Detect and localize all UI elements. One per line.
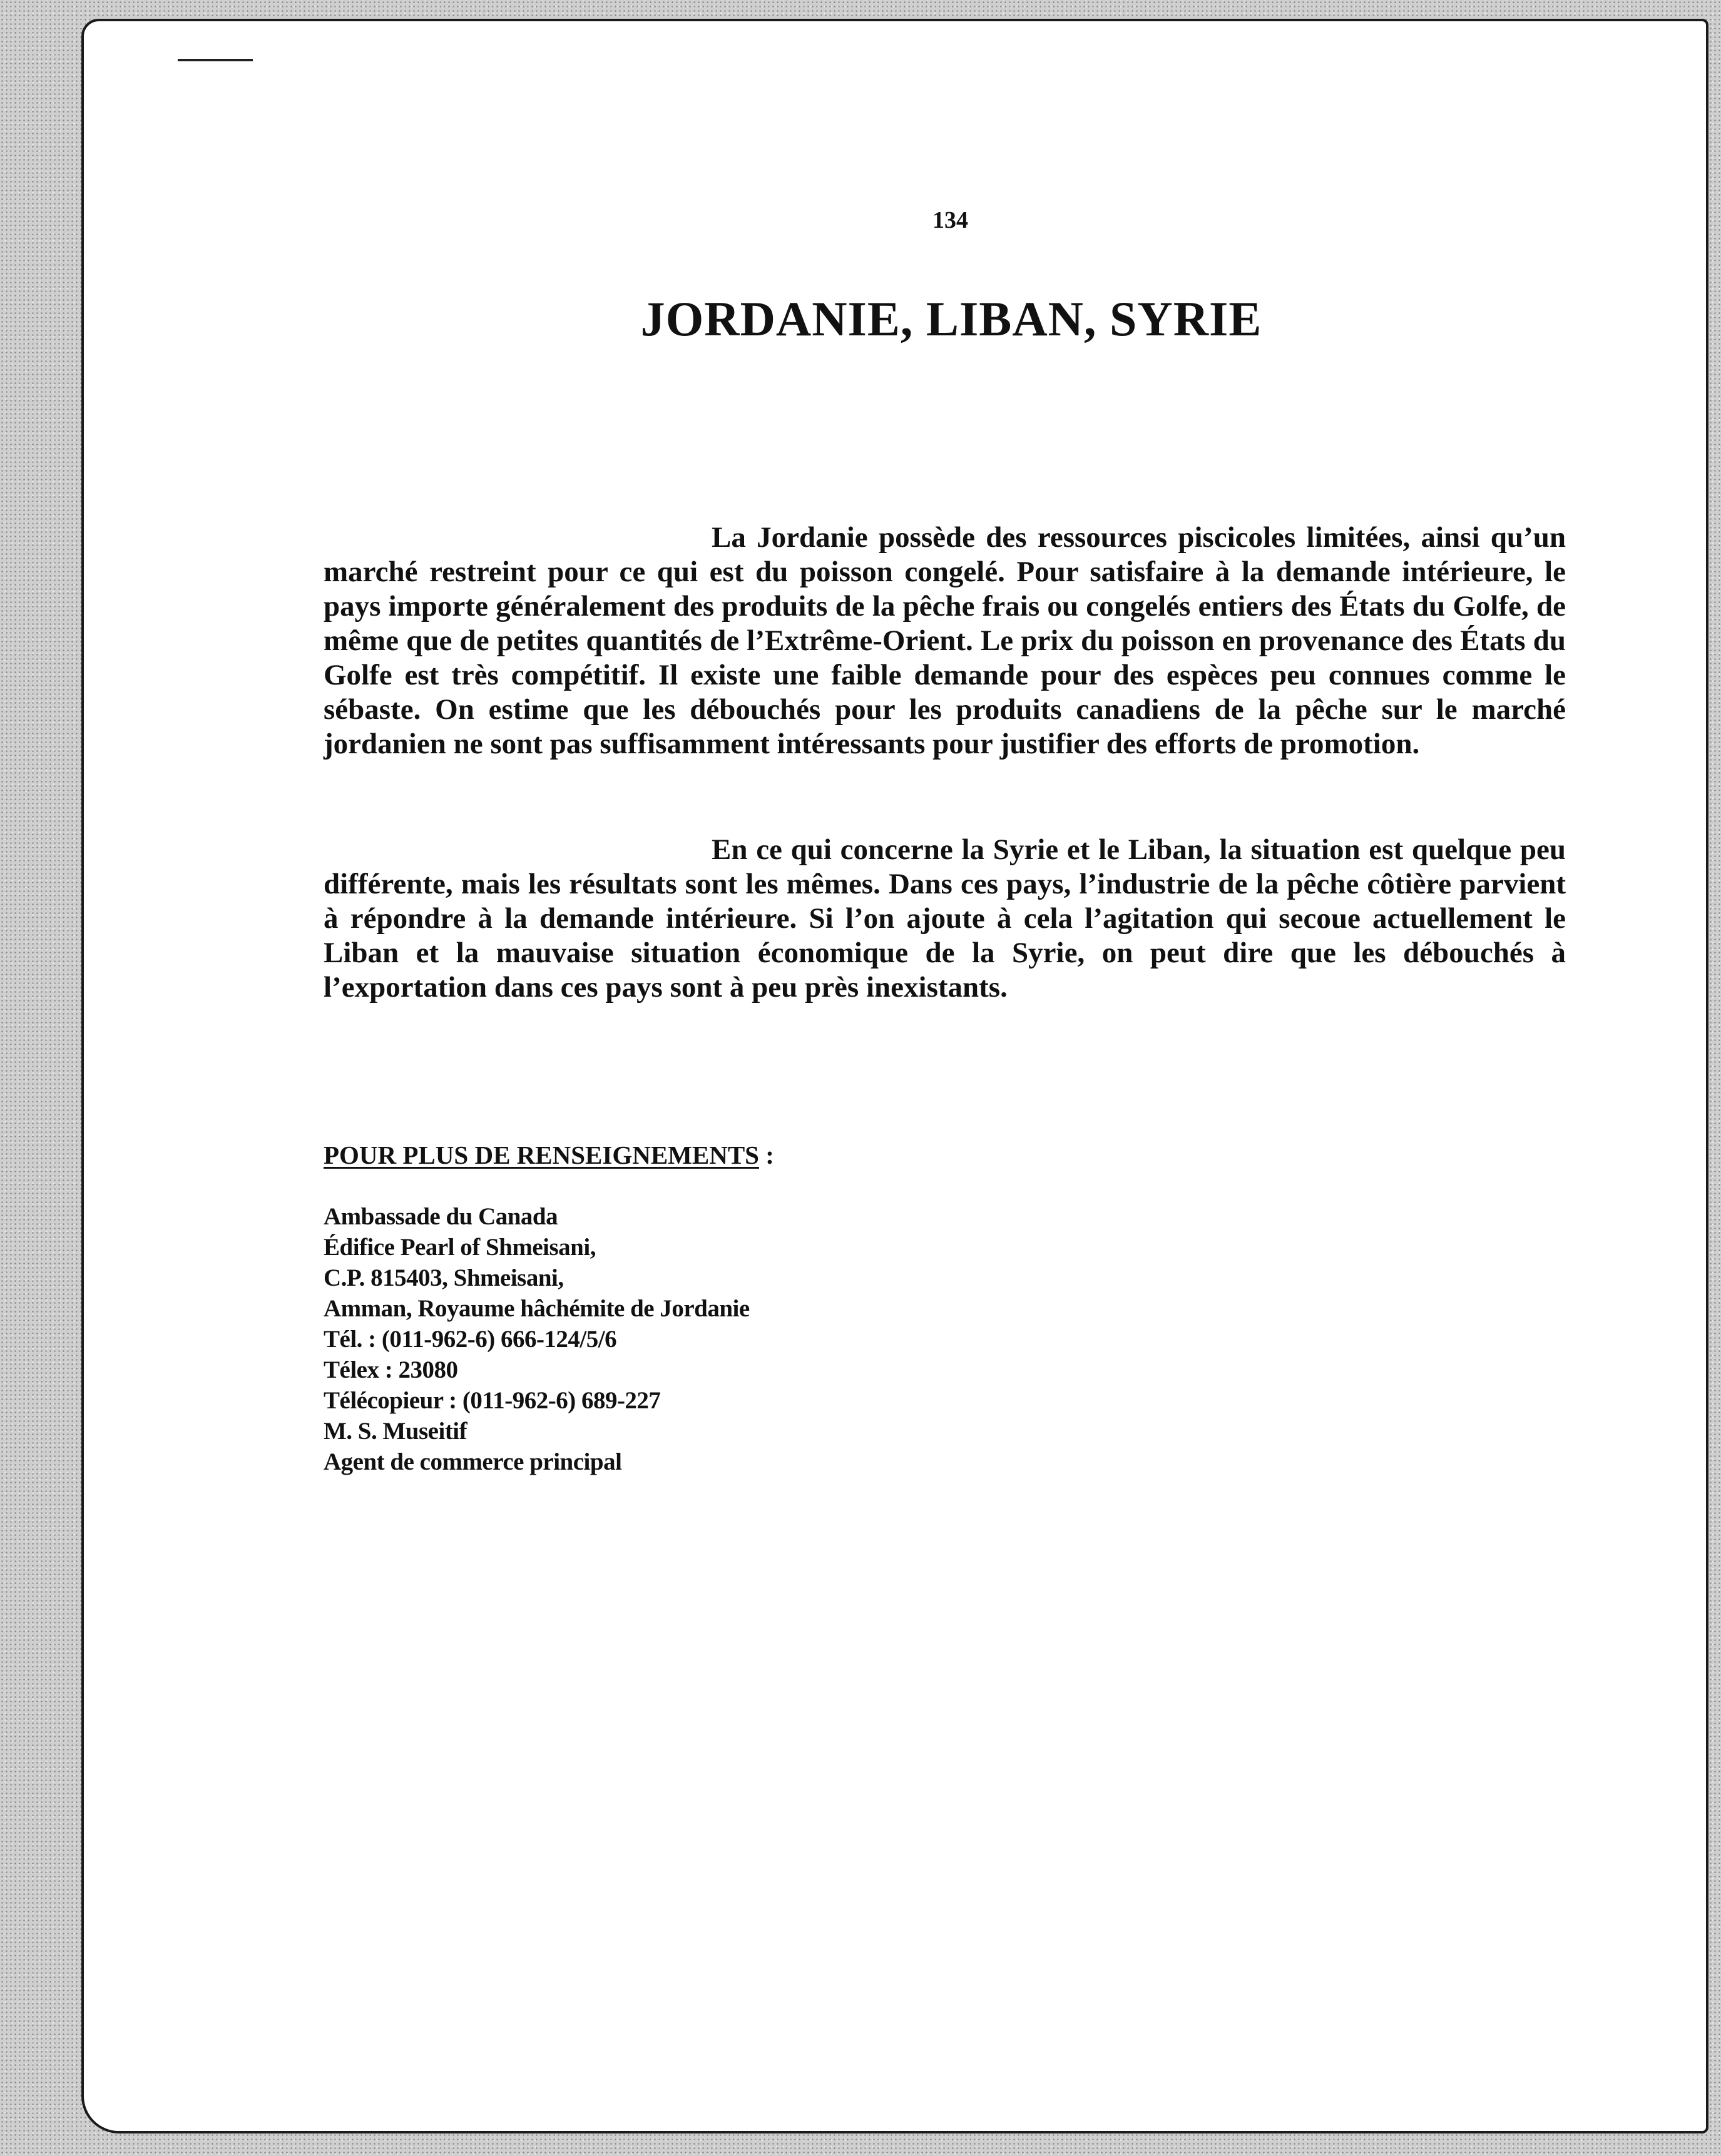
- contact-line-telex: Télex : 23080: [324, 1356, 458, 1383]
- contact-line-name: M. S. Museitif: [324, 1418, 467, 1445]
- page-title: JORDANIE, LIBAN, SYRIE: [640, 292, 1262, 346]
- contact-line-phone: Tél. : (011-962-6) 666-124/5/6: [324, 1326, 617, 1353]
- contact-line-embassy: Ambassade du Canada: [324, 1203, 558, 1230]
- contact-line-role: Agent de commerce principal: [324, 1448, 622, 1475]
- body-paragraph-1: La Jordanie possède des ressources piscicoles limitées, ainsi qu’un marché restreint pour ce qui est du poisson congelé. Pour satisfaire à la demande intérieure, le pays importe généralement des produits de la pêche frais ou congelés entiers des États du Golfe, de même que de petites quantités de l’Extrême-Orient. Le prix du poisson en provenance des États du Golfe est très compétitif. Il existe une faible demande pour des espèces peu connues comme le sébaste. On estime que les débouchés pour les produits canadiens de la pêche sur le marché jordanien ne sont pas suffisamment intéressants pour justifier des efforts de promotion.: [324, 521, 1566, 760]
- contact-heading-text: POUR PLUS DE RENSEIGNEMENTS: [324, 1141, 759, 1169]
- contact-line-po-box: C.P. 815403, Shmeisani,: [324, 1264, 564, 1291]
- page-number: 134: [932, 207, 968, 233]
- contact-heading-colon: :: [758, 1141, 774, 1169]
- contact-heading: [324, 1140, 774, 1170]
- contact-address-block: [324, 1201, 750, 1477]
- contact-line-fax: Télécopieur : (011-962-6) 689-227: [324, 1387, 661, 1414]
- page-corner-mark: [178, 59, 253, 61]
- contact-line-building: Édifice Pearl of Shmeisani,: [324, 1234, 596, 1261]
- body-paragraph-2: En ce qui concerne la Syrie et le Liban, la situation est quelque peu différente, mais les résultats sont les mêmes. Dans ces pays, l’industrie de la pêche côtière parvient à répondre à la demande intérieure. Si l’on ajoute à cela l’agitation qui secoue actuellement le Liban et la mauvaise situation économique de la Syrie, on peut dire que les débouchés à l’exportation dans ces pays sont à peu près inexistants.: [324, 833, 1566, 1004]
- contact-line-city: Amman, Royaume hâchémite de Jordanie: [324, 1295, 750, 1322]
